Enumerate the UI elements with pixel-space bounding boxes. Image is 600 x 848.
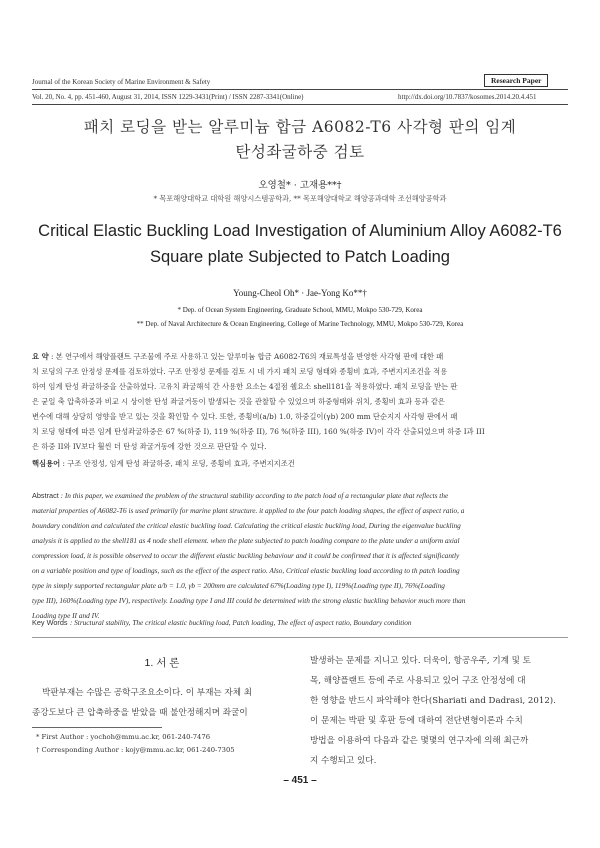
korean-abstract xyxy=(32,349,570,454)
korean-authors: 오영철* · 고재용**† xyxy=(258,180,342,191)
header-rule-top xyxy=(32,89,568,90)
page-number: – 451 – xyxy=(283,775,317,786)
intro-left-line-1: 박판부재는 수많은 공학구조요소이다. 이 부재는 자체 최 xyxy=(42,688,253,698)
korean-keywords xyxy=(32,456,570,471)
english-title-line2: Square plate Subjected to Patch Loading xyxy=(150,248,450,266)
english-abstract xyxy=(32,488,570,623)
korean-keywords-text: : 구조 안정성, 임계 탄성 좌굴하중, 패치 로딩, 종횡비 효과, 주변지지조건 xyxy=(62,459,295,468)
english-abstract-line-1: Abstract : In this paper, we examined the problem of the structural stability according to the patch load of a rectangular plate that reflects the xyxy=(32,491,449,500)
english-abstract-line-2: material properties of A6082-T6 is used primarily for marine plant structure. it applied to the four patch loading shapes, the effect of aspect ratio, a xyxy=(32,506,465,515)
volume-info: Vol. 20, No. 4, pp. 451-460, August 31, 2014, ISSN 1229-3431(Print) / ISSN 2287-3341(Online) xyxy=(32,93,304,101)
english-keywords-text: : Structural stability, The critical elastic buckling load, Patch loading, The effect of aspect ratio, Boundary condition xyxy=(69,618,412,627)
korean-abstract-line-3: 하여 임계 탄성 좌굴하중을 산출하였다. 고유치 좌굴해석 간 사용한 요소는 4절점 쉘요소 shell181을 적용하였다. 패치 로딩을 받는 판 xyxy=(32,382,458,391)
footnote-first-author: * First Author : yochoh@mmu.ac.kr, 061-240-7476 xyxy=(36,733,211,741)
english-affiliation-1: * Dep. of Ocean System Engineering, Graduate School, MMU, Mokpo 530-729, Korea xyxy=(177,306,423,314)
intro-right-line-2: 목, 해양플랜트 등에 주로 사용되고 있어 구조 안정성에 대 xyxy=(310,676,526,686)
intro-left-column xyxy=(32,683,294,723)
english-abstract-line-6: on a variable position and type of loadings, such as the effect of the aspect ratio. Also, Critical elastic buckling load according to th patch loading xyxy=(32,566,460,575)
english-abstract-line-3: boundary condition and calculated the critical elastic buckling load. Calculating the critical elastic buckling load, During the eigenvalue buckling xyxy=(32,521,461,530)
intro-right-line-1: 발생하는 문제를 지니고 있다. 더욱이, 항공우주, 기계 및 토 xyxy=(310,656,531,666)
english-title-line1: Critical Elastic Buckling Load Investigation of Aluminium Alloy A6082-T6 xyxy=(38,222,562,240)
intro-left-line-2: 종강도보다 큰 압축하중을 받았을 때 불안정해지며 좌굴이 xyxy=(32,708,248,718)
english-abstract-label: Abstract xyxy=(32,491,59,500)
research-paper-badge: Research Paper xyxy=(484,74,548,87)
korean-affiliations: * 목포해양대학교 대학원 해양시스템공학과, ** 목포해양대학교 해양공과대학 조선해양공학과 xyxy=(153,194,447,203)
intro-right-line-4: 이 문제는 박판 및 후판 등에 대하여 전단변형이론과 수치 xyxy=(310,716,523,726)
korean-abstract-line-2: 치 로딩의 구조 안정성 문제를 검토하였다. 구조 안정성 문제를 검토 시 네 가지 패치 로딩 형태와 종횡비 효과, 주변지지조건을 적용 xyxy=(32,367,448,376)
english-authors: Young-Cheol Oh* · Jae-Yong Ko**† xyxy=(233,288,367,298)
english-abstract-line-9: Loading type II and IV. xyxy=(32,611,100,620)
footnote-corresponding-author: † Corresponding Author : kojy@mmu.ac.kr, 061-240-7305 xyxy=(36,746,235,754)
korean-abstract-line-4: 은 균일 축 압축하중과 비교 시 상이한 탄성 좌굴거동이 발생되는 것을 관찰할 수 있었으며 하중형태와 위치, 종횡비 효과 등과 같은 xyxy=(32,397,445,406)
english-abstract-line-4: analysis it is applied to the shell181 as 4 node shell element. when the plate subjected to patch loading compare to the plate under a uniform axial xyxy=(32,536,460,545)
korean-abstract-line-5: 변수에 대해 상당히 영향을 받고 있는 것을 확인할 수 있다. 또한, 종횡비(a/b) 1.0, 하중길이(γb) 200 mm 단순지지 사각형 판에서 패 xyxy=(32,412,458,421)
section-heading-introduction: 1. 서 론 xyxy=(144,657,180,669)
english-abstract-line-7: type in simply supported rectangular plate a/b = 1.0, γb = 200mm are calculated 67%(Loading type I), 119%(Loading type II), 76%(Loading xyxy=(32,581,445,590)
intro-right-line-5: 방법을 이용하여 다음과 같은 몇몇의 연구자에 의해 최근까 xyxy=(310,736,529,746)
english-abstract-line-5: compression load, it is possible observed to occur the different elastic buckling behaviour and it could be confirmed that it is affected significantly xyxy=(32,551,460,560)
korean-keywords-label: 핵심용어 xyxy=(32,459,61,468)
journal-name: Journal of the Korean Society of Marine Environment & Safety xyxy=(32,78,211,86)
intro-right-line-6: 지 수행되고 있다. xyxy=(310,756,377,766)
intro-right-column xyxy=(310,651,572,771)
korean-abstract-line-6: 치 로딩 형태에 따른 임계 탄성좌굴하중은 67 %(하중 I), 119 %(하중 II), 76 %(하중 III), 160 %(하중 IV)이 각각 산출되었으며 하중 I과 III xyxy=(32,427,485,436)
korean-abstract-line-1: 요 약 : 본 연구에서 해양플랜트 구조물에 주로 사용하고 있는 알루미늄 합금 A6082-T6의 재료특성을 반영한 사각형 판에 대한 패 xyxy=(32,352,444,361)
header-rule-bottom xyxy=(32,104,568,105)
english-affiliation-2: ** Dep. of Naval Architecture & Ocean Engineering, College of Marine Technology, MMU, Mokpo 530-729, Korea xyxy=(136,320,464,328)
korean-abstract-line-7: 은 하중 II와 IV보다 훨씬 더 탄성 좌굴거동에 강한 것으로 판단할 수 있다. xyxy=(32,442,267,451)
english-keywords xyxy=(32,615,570,630)
korean-title-line2: 탄성좌굴하중 검토 xyxy=(235,143,365,161)
abstract-divider xyxy=(32,637,568,638)
korean-abstract-label: 요 약 xyxy=(32,352,49,361)
footnote-rule xyxy=(32,727,162,728)
english-keywords-label: Key Words xyxy=(32,618,68,627)
intro-right-line-3: 한 영향을 반드시 파악해야 한다(Shariati and Dadrasi, 2012). xyxy=(310,696,556,706)
english-abstract-line-8: type III), 160%(Loading type IV), respectively. Loading type I and III could be determined with the strong elastic buckling behavior much more than xyxy=(32,596,466,605)
korean-title-line1: 패치 로딩을 받는 알루미늄 합금 A6082-T6 사각형 판의 임계 xyxy=(83,118,517,136)
doi-link[interactable]: http://dx.doi.org/10.7837/kosomes.2014.20.4.451 xyxy=(398,93,537,101)
